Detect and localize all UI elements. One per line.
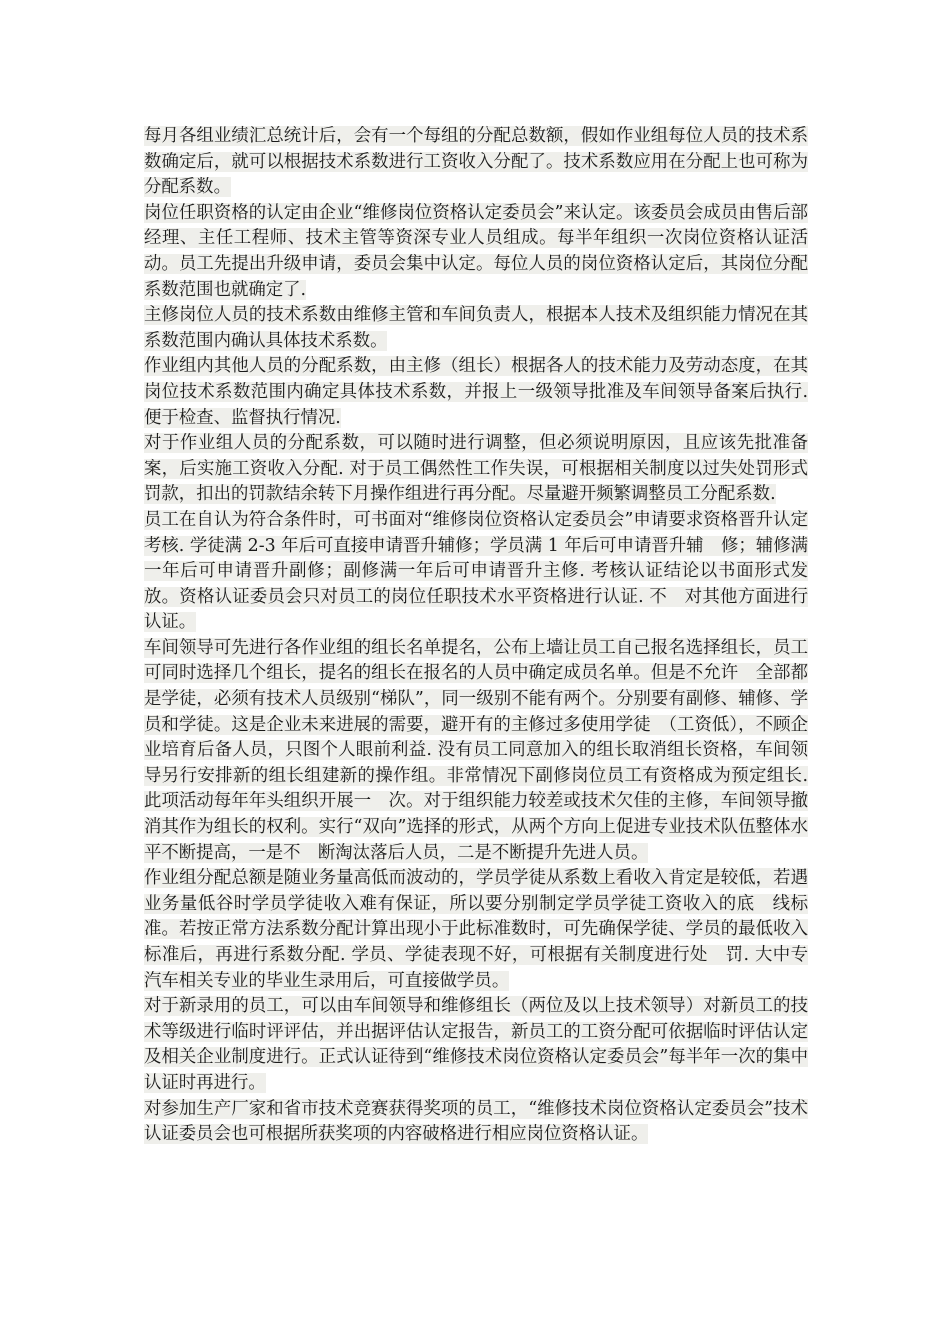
- paragraph-1: 每月各组业绩汇总统计后，会有一个每组的分配总数额，假如作业组每位人员的技术系数确定后，就可以根据技术系数进行工资收入分配了。技术系数应用在分配上也可称为分配系数。: [144, 126, 808, 198]
- document-body: [144, 124, 808, 1148]
- paragraph-7: 车间领导可先进行各作业组的组长名单提名，公布上墙让员工自己报名选择组长，员工可同时选择几个组长，提名的组长在报名的人员中确定成员名单。但是不允许 全部都是学徒，必须有技术人员级别“梯队”，同一级别不能有两个。分别要有副修、辅修、学员和学徒。这是企业未来进展的需要，避开有的主修过多使用学徒 （工资低），不顾企业培育后备人员，只图个人眼前利益. 没有员工同意加入的组长取消组长资格，车间领导另行安排新的组长组建新的操作组。非常情况下副修岗位员工有资格成为预定组长. 此项活动每年年头组织开展一 次。对于组织能力较差或技术欠佳的主修，车间领导撤消其作为组长的权利。实行“双向”选择的形式，从两个方向上促进专业技术队伍整体水平不断提高，一是不 断淘汰落后人员，二是不断提升先进人员。: [144, 637, 808, 863]
- paragraph-5: 对于作业组人员的分配系数，可以随时进行调整，但必须说明原因，且应该先批准备案，后实施工资收入分配. 对于员工偶然性工作失误，可根据相关制度以过失处罚形式罚款，扣出的罚款结余转下月操作组进行再分配。尽量避开频繁调整员工分配系数.: [144, 433, 808, 505]
- paragraph-3: 主修岗位人员的技术系数由维修主管和车间负责人，根据本人技术及组织能力情况在其系数范围内确认具体技术系数。: [144, 305, 808, 351]
- paragraph-4: 作业组内其他人员的分配系数，由主修（组长）根据各人的技术能力及劳动态度，在其岗位技术系数范围内确定具体技术系数，并报上一级领导批准及车间领导备案后执行. 便于检查、监督执行情况.: [144, 356, 808, 428]
- paragraph-6: 员工在自认为符合条件时，可书面对“维修岗位资格认定委员会”申请要求资格晋升认定考核. 学徒满 2-3 年后可直接申请晋升辅修；学员满 1 年后可申请晋升辅 修；辅修满一年后可申请晋升副修；副修满一年后可申请晋升主修. 考核认证结论以书面形式发放。资格认证委员会只对员工的岗位任职技术水平资格进行认证. 不 对其他方面进行认证。: [144, 509, 808, 633]
- paragraph-10: 对参加生产厂家和省市技术竞赛获得奖项的员工，“维修技术岗位资格认定委员会”技术认证委员会也可根据所获奖项的内容破格进行相应岗位资格认证。: [144, 1098, 808, 1145]
- paragraph-9: 对于新录用的员工，可以由车间领导和维修组长（两位及以上技术领导）对新员工的技术等级进行临时评评估，并出据评估认定报告，新员工的工资分配可依据临时评估认定及相关企业制度进行。正式认证待到“维修技术岗位资格认定委员会”每半年一次的集中认证时再进行。: [144, 996, 808, 1093]
- paragraph-8: 作业组分配总额是随业务量高低而波动的，学员学徒从系数上看收入肯定是较低，若遇业务量低谷时学员学徒收入难有保证，所以要分别制定学员学徒工资收入的底 线标准。若按正常方法系数分配计算出现小于此标准数时，可先确保学徒、学员的最低收入标准后，再进行系数分配. 学员、学徒表现不好，可根据有关制度进行处 罚. 大中专汽车相关专业的毕业生录用后，可直接做学员。: [144, 868, 808, 991]
- paragraph-2: 岗位任职资格的认定由企业“维修岗位资格认定委员会”来认定。该委员会成员由售后部经理、主任工程师、技术主管等资深专业人员组成。每半年组织一次岗位资格认证活动。员工先提出升级申请，委员会集中认定。每位人员的岗位资格认定后，其岗位分配系数范围也就确定了.: [144, 202, 808, 300]
